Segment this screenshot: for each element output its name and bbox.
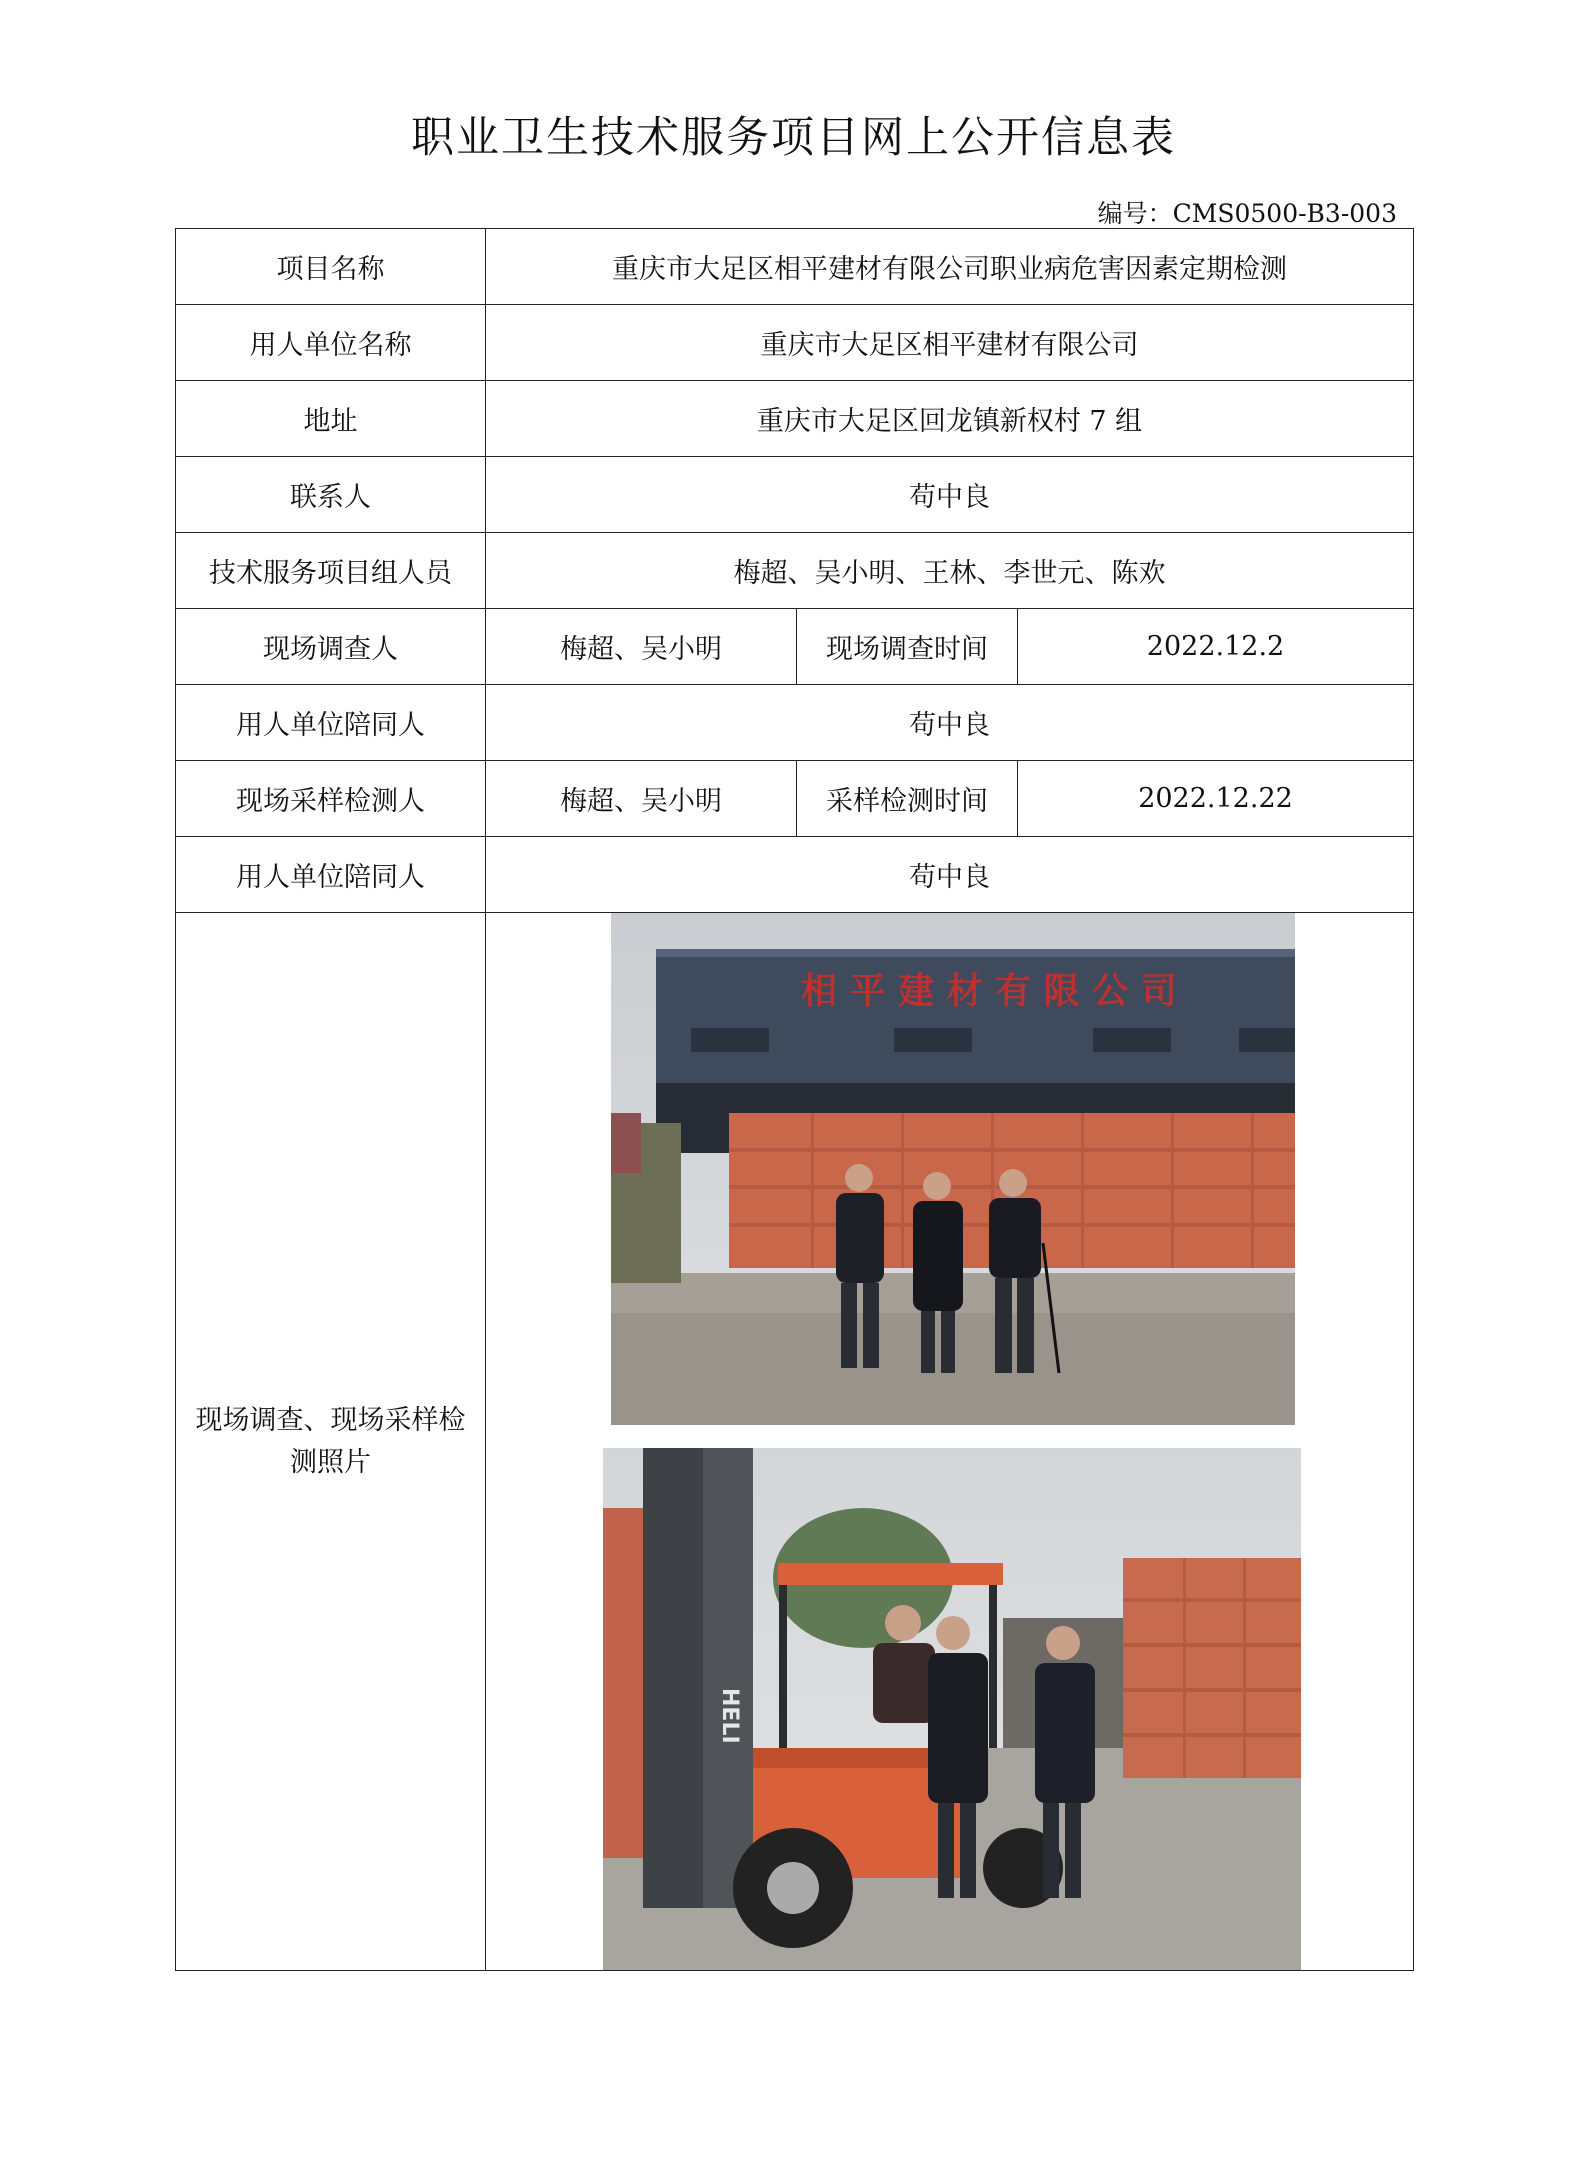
factory-sign: 相 平 建 材 有 限 公 司 [801, 971, 1177, 1012]
site-sampling-photo-illustration [603, 1448, 1301, 1970]
table-row-sampling-escort [176, 837, 1414, 913]
table-row-employer-name [176, 305, 1414, 381]
table-row-sampling [176, 761, 1414, 837]
value-project-name: 重庆市大足区相平建材有限公司职业病危害因素定期检测 [486, 229, 1414, 305]
table-row-contact [176, 457, 1414, 533]
table-row-project-name [176, 229, 1414, 305]
site-sampling-photo [603, 1448, 1301, 1970]
table-row-survey-escort [176, 685, 1414, 761]
value-contact: 苟中良 [486, 457, 1414, 533]
document-number: 编号：CMS0500-B3-003 [1097, 199, 1397, 228]
label-survey-time: 现场调查时间 [797, 609, 1018, 685]
label-contact: 联系人 [176, 457, 486, 533]
value-team: 梅超、吴小明、王林、李世元、陈欢 [486, 533, 1414, 609]
value-survey-time: 2022.12.2 [1018, 609, 1414, 685]
label-address: 地址 [176, 381, 486, 457]
label-project-name: 项目名称 [176, 229, 486, 305]
label-survey-escort: 用人单位陪同人 [176, 685, 486, 761]
label-survey: 现场调查人 [176, 609, 486, 685]
site-survey-photo-illustration [611, 913, 1295, 1425]
photos-cell [486, 913, 1414, 1971]
label-sampling-escort: 用人单位陪同人 [176, 837, 486, 913]
forklift-brand: HELI [717, 1688, 742, 1744]
table-row-address [176, 381, 1414, 457]
label-sampling: 现场采样检测人 [176, 761, 486, 837]
table-row-survey [176, 609, 1414, 685]
value-sampling-escort: 苟中良 [486, 837, 1414, 913]
label-employer-name: 用人单位名称 [176, 305, 486, 381]
table-row-team [176, 533, 1414, 609]
value-sampling-time: 2022.12.22 [1018, 761, 1414, 837]
label-photos [176, 913, 486, 1971]
site-survey-photo [611, 913, 1295, 1425]
table-row-photos [176, 913, 1414, 1971]
label-photos-text: 现场调查、现场采样检测照片 [195, 1404, 466, 1478]
value-survey-escort: 苟中良 [486, 685, 1414, 761]
page-title: 职业卫生技术服务项目网上公开信息表 [411, 113, 1176, 163]
label-team: 技术服务项目组人员 [176, 533, 486, 609]
value-employer-name: 重庆市大足区相平建材有限公司 [486, 305, 1414, 381]
info-table [175, 228, 1414, 1971]
label-sampling-time: 采样检测时间 [797, 761, 1018, 837]
value-address: 重庆市大足区回龙镇新权村 7 组 [486, 381, 1414, 457]
value-sampling: 梅超、吴小明 [486, 761, 797, 837]
value-survey: 梅超、吴小明 [486, 609, 797, 685]
